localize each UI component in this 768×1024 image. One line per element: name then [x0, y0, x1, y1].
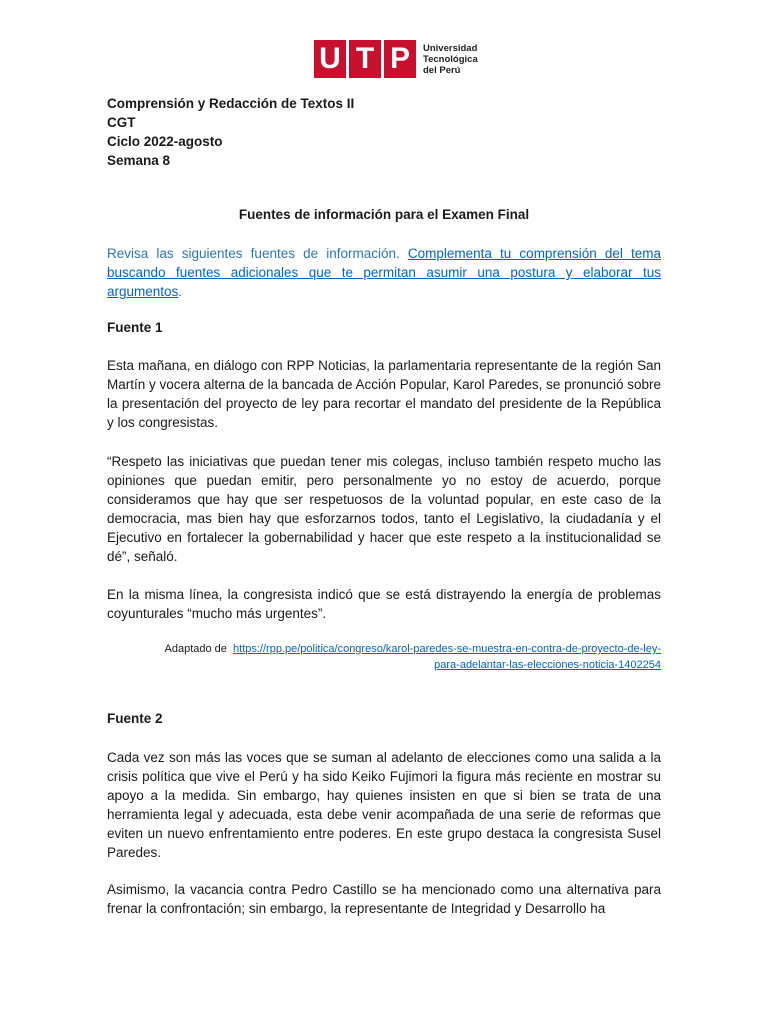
- citation-url-part-2[interactable]: para-adelantar-las-elecciones-noticia-1402254: [434, 659, 661, 671]
- source-1-paragraph-3: En la misma línea, la congresista indicó que se está distrayendo la energía de problemas coyunturales “mucho más urgentes”.: [107, 587, 661, 621]
- logo-university-name: [423, 43, 478, 76]
- document-title: Fuentes de información para el Examen Final: [238, 207, 530, 222]
- source-1-paragraph-1: Esta mañana, en diálogo con RPP Noticias, la parlamentaria representante de la región San Martín y vocera alterna de la bancada de Acción Popular, Karol Paredes, se pronunció sobre la presentación del proyecto de ley para recortar el mandato del presidente de la República y los congresistas.: [107, 358, 661, 430]
- utp-logo: [314, 40, 478, 78]
- source-2-heading: Fuente 2: [107, 711, 163, 726]
- course-cycle: Ciclo 2022-agosto: [107, 134, 223, 149]
- course-header: [107, 94, 661, 170]
- citation-line-2: [107, 657, 661, 673]
- intro-link[interactable]: Complementa tu comprensión del tema buscando fuentes adicionales que te permitan asumir una postura y elaborar tus argumentos: [107, 246, 661, 299]
- source-1-citation: [107, 641, 661, 673]
- source-1-paragraph-2: “Respeto las iniciativas que puedan tener mis colegas, incluso también respeto mucho las opiniones que puedan emitir, pero personalmente yo no estoy de acuerdo, porque consideramos que hay que ser respetuosos de la voluntad popular, en este caso de la democracia, mas bien hay que esforzarnos todos, tanto el Legislativo, la ciudadanía y el Ejecutivo en fortalecer la gobernabilidad y hacer que este respeto a la institucionalidad se dé”, señaló.: [107, 454, 661, 564]
- logo-line-2: Tecnológica: [423, 53, 478, 65]
- intro-paragraph: [107, 244, 661, 301]
- course-week: Semana 8: [107, 153, 171, 168]
- source-1-heading: Fuente 1: [107, 320, 163, 335]
- logo-line-1: Universidad: [423, 42, 478, 54]
- logo-letter-u: U: [314, 40, 346, 78]
- source-2-paragraph-2: Asimismo, la vacancia contra Pedro Castillo se ha mencionado como una alternativa para frenar la confrontación; sin embargo, la representante de Integridad y Desarrollo ha: [107, 882, 661, 916]
- citation-url-part-1[interactable]: https://rpp.pe/politica/congreso/karol-paredes-se-muestra-en-contra-de-proyecto-de-ley-: [233, 643, 661, 655]
- intro-end: .: [178, 284, 183, 299]
- citation-line-1: [107, 641, 661, 657]
- logo-letter-p: P: [384, 40, 416, 78]
- logo-line-3: del Perú: [423, 64, 461, 76]
- course-code: CGT: [107, 115, 136, 130]
- course-name: Comprensión y Redacción de Textos II: [107, 96, 355, 111]
- intro-text: Revisa las siguientes fuentes de información.: [107, 246, 408, 261]
- logo-letter-t: T: [349, 40, 381, 78]
- citation-adapted-label: Adaptado de: [164, 643, 227, 655]
- source-2-paragraph-1: Cada vez son más las voces que se suman al adelanto de elecciones como una salida a la crisis política que vive el Perú y ha sido Keiko Fujimori la figura más reciente en mostrar su apoyo a la medida. Sin embargo, hay quienes insisten en que si bien se trata de una herramienta legal y adecuada, esta debe venir acompañada de una serie de reformas que eviten un nuevo enfrentamiento entre poderes. En este grupo destaca la congresista Susel Paredes.: [107, 750, 661, 860]
